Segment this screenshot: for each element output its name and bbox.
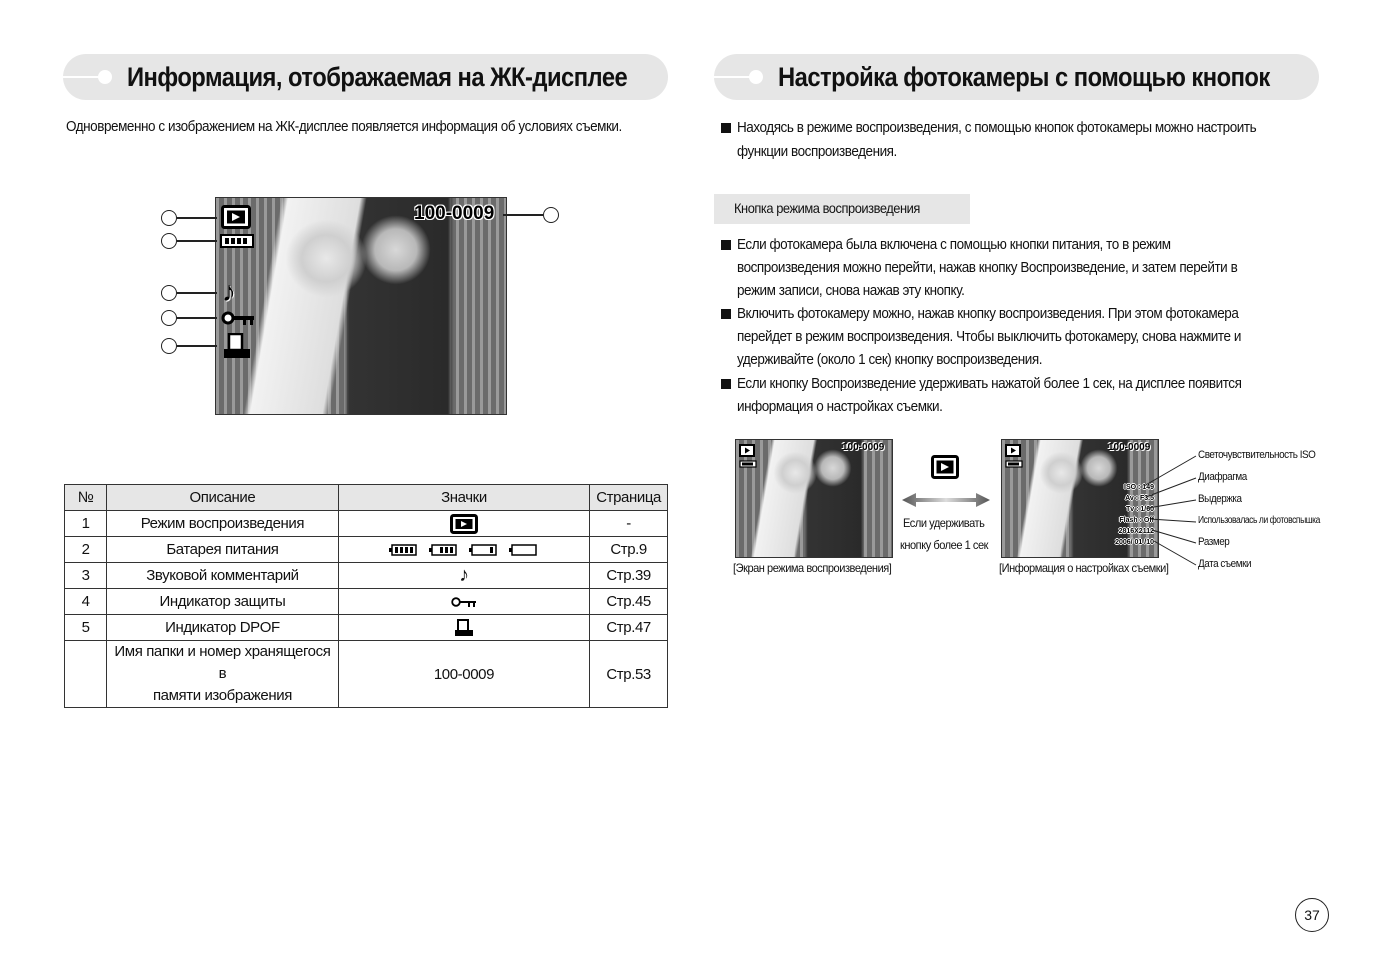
right-intro-line2: функции воспроизведения.	[737, 143, 897, 160]
music-note-icon: ♪	[459, 564, 469, 586]
shooting-info-screen-photo	[1001, 439, 1159, 558]
battery-icon	[1005, 460, 1023, 468]
header-page: Страница	[590, 485, 668, 511]
screen1-caption: [Экран режима воспроизведения]	[733, 561, 892, 575]
lcd-preview-photo	[215, 197, 507, 415]
table-row: 4 Индикатор защиты Стр.45	[65, 589, 668, 615]
label-size: Размер	[1198, 536, 1230, 548]
callout-circle-3	[161, 285, 177, 301]
info-leader-lines	[1140, 450, 1200, 570]
bullet1-line2: воспроизведения можно перейти, нажав кнопку Воспроизведение, и затем перейти в	[737, 259, 1238, 276]
playback-icon	[739, 444, 755, 457]
label-iso: Светочувствительность ISO	[1198, 449, 1316, 461]
overlay-iso: ISO : 149	[1124, 484, 1154, 491]
table-row: 2 Батарея питания Стр.9	[65, 537, 668, 563]
table-row: 5 Индикатор DPOF Стр.47	[65, 615, 668, 641]
overlay-size: 2816X2112	[1118, 528, 1154, 535]
right-page-title: Настройка фотокамеры с помощью кнопок	[778, 62, 1270, 92]
label-flash: Использовалась ли фотовспышка	[1198, 515, 1320, 526]
bullet2-line3: удерживайте (около 1 сек) кнопку воспроизведения.	[737, 351, 1043, 368]
double-arrow-icon	[902, 492, 990, 508]
lcd-info-table	[64, 484, 668, 708]
bullet1-line3: режим записи, снова нажав эту кнопку.	[737, 282, 965, 299]
overlay-tv: Tv : 1/60	[1125, 506, 1154, 513]
label-date: Дата съемки	[1198, 558, 1252, 570]
callout-circle-6	[543, 207, 559, 223]
table-row: 3 Звуковой комментарий ♪ Стр.39	[65, 563, 668, 589]
music-note-icon: ♪	[222, 276, 236, 307]
table-header-row	[65, 485, 668, 511]
left-page-title: Информация, отображаемая на ЖК-дисплее	[127, 62, 628, 92]
bullet3-line1: Если кнопку Воспроизведение удерживать нажатой более 1 сек, на дисплее появится	[737, 375, 1242, 392]
callout-circle-5	[161, 338, 177, 354]
lcd-file-number: 100-0009	[414, 203, 495, 224]
screen2-caption: [Информация о настройках съемки]	[999, 561, 1169, 575]
overlay-date: 2006/ 01 /10	[1115, 539, 1154, 546]
right-intro-line1: Находясь в режиме воспроизведения, с помощью кнопок фотокамеры можно настроить	[737, 119, 1257, 136]
playback-icon	[1005, 444, 1021, 457]
key-icon	[221, 310, 255, 326]
left-title-bar	[63, 54, 668, 100]
playback-screen-photo	[735, 439, 893, 558]
battery-icons	[389, 543, 539, 557]
header-description: Описание	[107, 485, 339, 511]
screen1-file-number: 100-0009	[842, 442, 885, 453]
playback-button-icon	[931, 455, 959, 479]
left-intro-text: Одновременно с изображением на ЖК-дисплее появляется информация об условиях съемки.	[66, 118, 622, 135]
bullet2-line1: Включить фотокамеру можно, нажав кнопку воспроизведения. При этом фотокамера	[737, 305, 1239, 322]
bullet-icon	[721, 123, 731, 133]
callout-circle-4	[161, 310, 177, 326]
section-label: Кнопка режима воспроизведения	[714, 194, 970, 224]
bullet3-line2: информация о настройках съемки.	[737, 398, 943, 415]
callout-circle-1	[161, 210, 177, 226]
label-aperture: Диафрагма	[1198, 471, 1247, 483]
battery-icon	[739, 460, 757, 468]
screen2-file-number: 100-0009	[1108, 442, 1151, 453]
overlay-av: Av : F3.5	[1125, 495, 1154, 502]
bullet-icon	[721, 379, 731, 389]
battery-icon	[220, 234, 254, 248]
playback-icon	[450, 514, 478, 534]
page-number: 37	[1295, 898, 1329, 932]
hold-text-line1: Если удерживать	[903, 516, 985, 530]
callout-circle-2	[161, 233, 177, 249]
table-row: Имя папки и номер хранящегося в памяти изображения 100-0009 Стр.53	[65, 641, 668, 708]
overlay-flash: Flash : Off	[1119, 517, 1154, 524]
printer-icon	[223, 333, 251, 359]
bullet1-line1: Если фотокамера была включена с помощью кнопки питания, то в режим	[737, 236, 1171, 253]
playback-icon	[221, 205, 251, 229]
bullet-icon	[721, 240, 731, 250]
title-dot-icon	[749, 70, 763, 84]
bullet2-line2: перейдет в режим воспроизведения. Чтобы выключить фотокамеру, снова нажмите и	[737, 328, 1241, 345]
bullet-icon	[721, 309, 731, 319]
right-title-bar	[714, 54, 1319, 100]
table-row: 1 Режим воспроизведения -	[65, 511, 668, 537]
printer-icon	[454, 619, 474, 637]
label-shutter: Выдержка	[1198, 493, 1242, 505]
key-icon	[451, 596, 477, 608]
hold-text-line2: кнопку более 1 сек	[900, 538, 989, 552]
title-dot-icon	[98, 70, 112, 84]
header-num: №	[65, 485, 107, 511]
header-icons: Значки	[338, 485, 589, 511]
